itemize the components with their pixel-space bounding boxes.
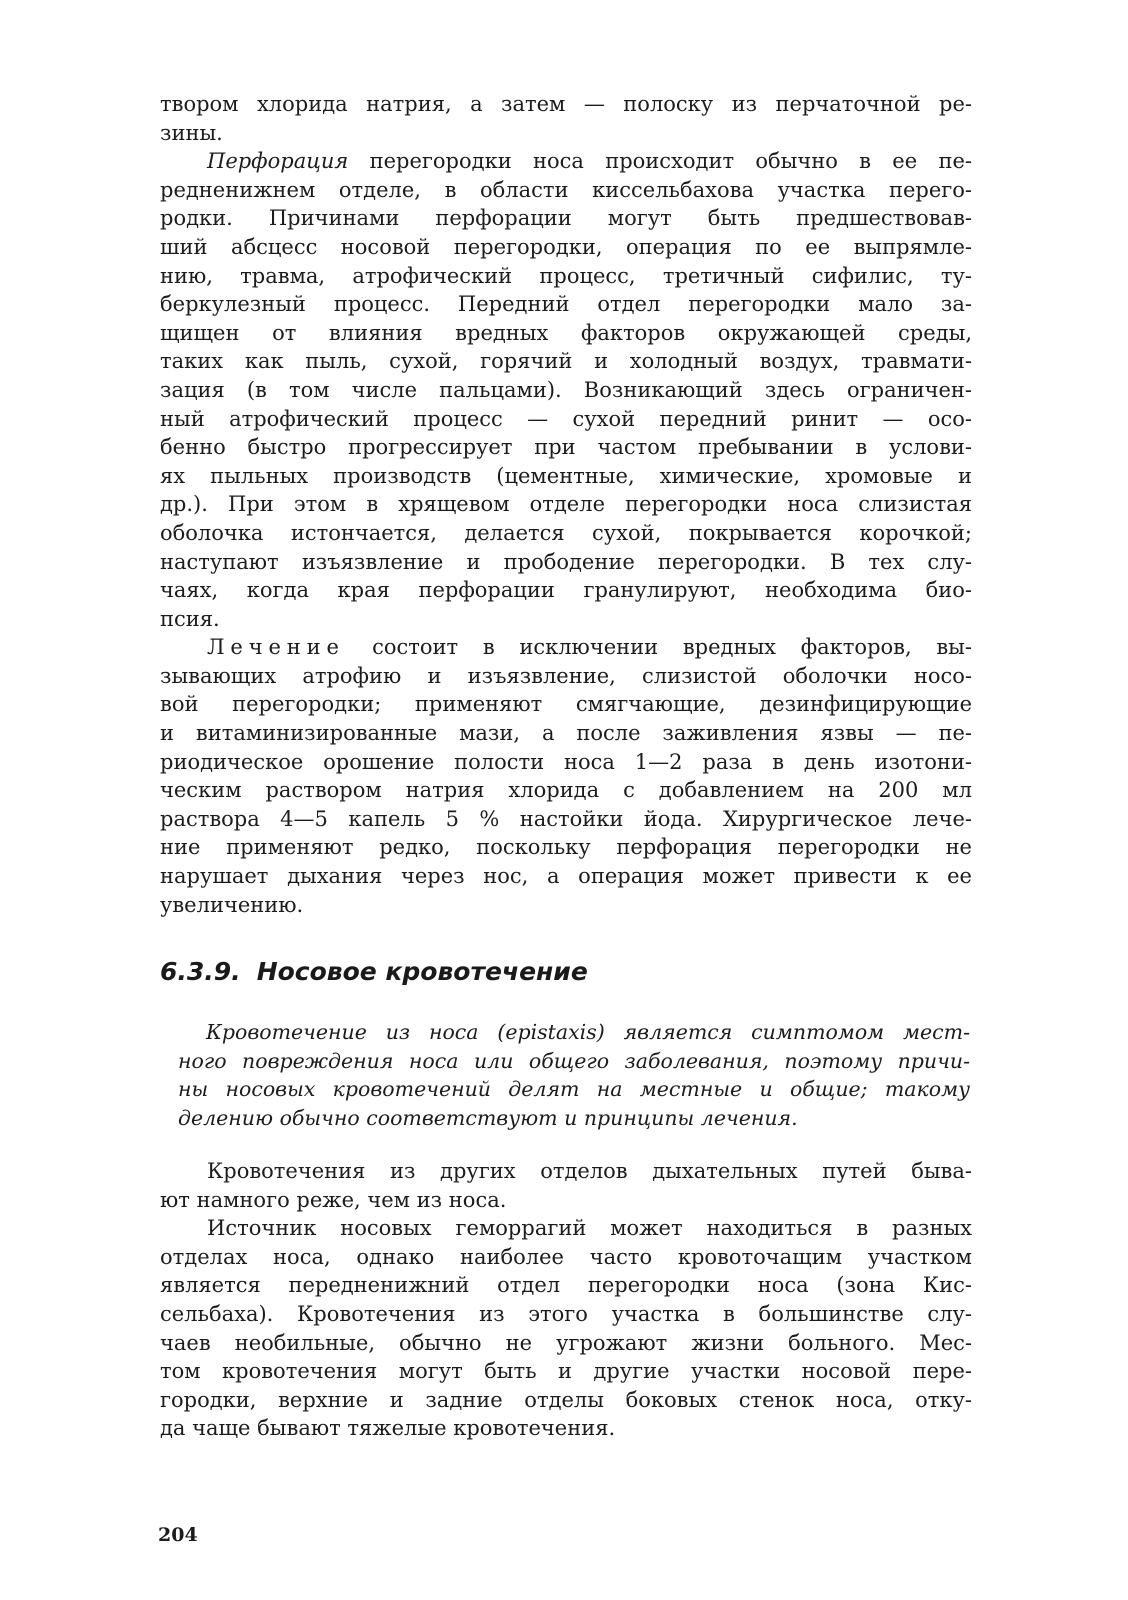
term-treatment: Лечение <box>207 635 345 660</box>
abstract-line: Кровотечение из носа (epistaxis) является симптомом мест- <box>206 1020 970 1044</box>
text-line: псия. <box>160 606 220 631</box>
text-fragment: состоит в исключении вредных факторов, вы- <box>372 635 972 660</box>
text-line: оболочка истончается, делается сухой, покрывается корочкой; <box>160 520 972 545</box>
text-fragment: перегородки носа происходит обычно в ее пе- <box>369 149 972 174</box>
page-text-bottom <box>160 1157 972 1443</box>
abstract-line: ного повреждения носа или общего заболевания, поэтому причи- <box>178 1048 970 1073</box>
text-line: том кровотечения могут быть и другие участки носовой пере- <box>160 1359 972 1384</box>
text-line: отделах носа, однако наиболее часто кровоточащим участком <box>160 1244 972 1269</box>
text-line: вой перегородки; применяют смягчающие, дезинфицирующие <box>160 692 972 717</box>
section-abstract <box>178 1018 970 1132</box>
text-line: сельбаха). Кровотечения из этого участка в большинстве слу- <box>160 1301 972 1326</box>
text-line: ный атрофический процесс — сухой передний ринит — осо- <box>160 406 972 431</box>
section-title: Носовое кровотечение <box>256 957 588 986</box>
page-text-top <box>160 90 972 919</box>
text-line: ях пыльных производств (цементные, химические, хромовые и <box>160 463 972 488</box>
text-line: наступают изъязвление и прободение перегородки. В тех слу- <box>160 549 972 574</box>
text-line: ние применяют редко, поскольку перфорация перегородки не <box>160 835 972 860</box>
text-line: зывающих атрофию и изъязвление, слизистой оболочки носо- <box>160 663 972 688</box>
text-line: Кровотечения из других отделов дыхательных путей быва- <box>207 1159 972 1183</box>
paragraph-perforation-first-line <box>160 147 972 176</box>
text-line: бенно быстро прогрессирует при частом пребывании в услови- <box>160 435 972 460</box>
term-perforation: Перфорация <box>207 149 349 174</box>
page-number: 204 <box>158 1524 198 1546</box>
text-line: редненижнем отделе, в области киссельбахова участка перего- <box>160 177 972 202</box>
text-line: беркулезный процесс. Передний отдел перегородки мало за- <box>160 292 972 317</box>
text-line: щищен от влияния вредных факторов окружающей среды, <box>160 320 972 345</box>
text-line: риодическое орошение полости носа 1—2 раза в день изотони- <box>160 749 972 774</box>
text-line: зины. <box>160 120 223 145</box>
section-heading <box>160 957 588 986</box>
text-line: ют намного реже, чем из носа. <box>160 1187 507 1212</box>
text-line: и витаминизированные мази, а после заживления язвы — пе- <box>160 721 972 746</box>
text-line: Источник носовых геморрагий может находиться в разных <box>207 1216 972 1241</box>
text-line: таких как пыль, сухой, горячий и холодный воздух, травмати- <box>160 349 972 374</box>
text-line: зация (в том числе пальцами). Возникающий здесь ограничен- <box>160 377 972 402</box>
abstract-line: делению обычно соответствуют и принципы лечения. <box>178 1105 798 1130</box>
text-line: да чаще бывают тяжелые кровотечения. <box>160 1416 616 1441</box>
paragraph-treatment-first-line <box>160 633 972 662</box>
text-line: нарушает дыхания через нос, а операция может привести к ее <box>160 864 972 889</box>
text-line: нию, травма, атрофический процесс, третичный сифилис, ту- <box>160 263 972 288</box>
text-line: ший абсцесс носовой перегородки, операция по ее выпрямле- <box>160 234 972 259</box>
abstract-line: ны носовых кровотечений делят на местные и общие; такому <box>178 1077 970 1101</box>
section-number: 6.3.9. <box>160 957 241 986</box>
text-line: раствора 4—5 капель 5 % настойки йода. Хирургическое лече- <box>160 806 972 831</box>
text-line: родки. Причинами перфорации могут быть предшествовав- <box>160 206 972 231</box>
text-line: увеличению. <box>160 892 304 917</box>
text-line: чаях, когда края перфорации гранулируют, необходима био- <box>160 578 972 603</box>
text-line: др.). При этом в хрящевом отделе перегородки носа слизистая <box>160 492 972 517</box>
text-line: ческим раствором натрия хлорида с добавлением на 200 мл <box>160 778 972 803</box>
text-line: является передненижний отдел перегородки носа (зона Кис- <box>160 1273 972 1298</box>
text-line: чаев необильные, обычно не угрожают жизни больного. Мес- <box>160 1330 972 1355</box>
text-line: твором хлорида натрия, а затем — полоску из перчаточной ре- <box>160 92 972 116</box>
text-line: городки, верхние и задние отделы боковых стенок носа, отку- <box>160 1387 972 1412</box>
